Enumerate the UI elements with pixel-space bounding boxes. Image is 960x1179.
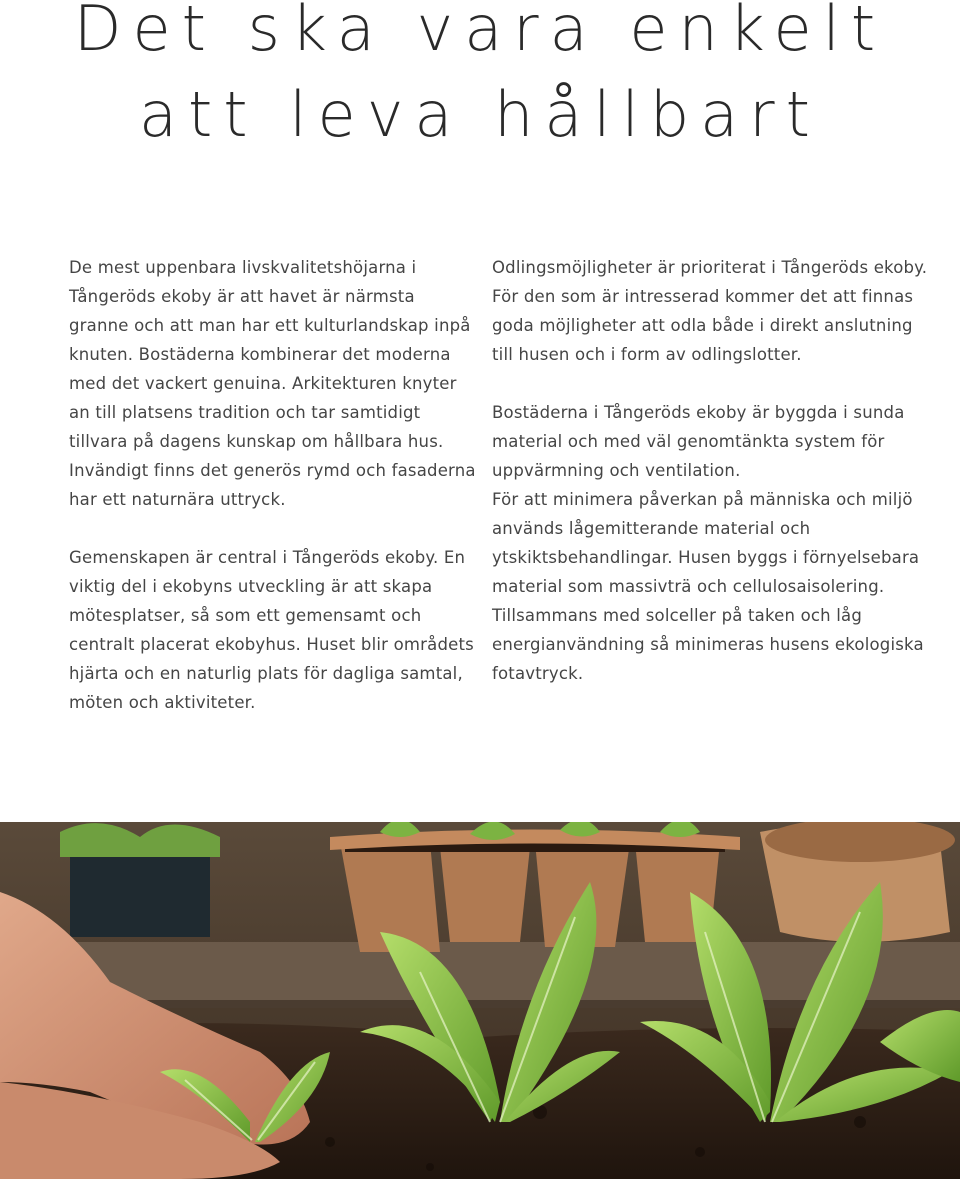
title-line-1: Det ska vara enkelt	[73, 0, 887, 65]
gardening-photo	[0, 822, 960, 1179]
right-paragraph-3: För att minimera påverkan på människa och miljö används lågemitterande material och ytskiktsbehandlingar. Husen byggs i förnyelsebara material som massivträ och cellulosaisolering. Tillsammans med solceller på taken och låg energianvändning så minimeras husens ekologiska fotavtryck.	[492, 490, 924, 683]
left-text-column	[69, 253, 479, 717]
title-line-2: att leva hållbart	[139, 78, 821, 151]
right-paragraph-1: Odlingsmöjligheter är prioriterat i Tångeröds ekoby. För den som är intresserad kommer det att finnas goda möjligheter att odla både i direkt anslutning till husen och i form av odlingslotter.	[492, 258, 928, 364]
left-paragraph-1: De mest uppenbara livskvalitetshöjarna i Tångeröds ekoby är att havet är närmsta granne och att man har ett kulturlandskap inpå knuten. Bostäderna kombinerar det moderna med det vackert genuina. Arkitekturen knyter an till platsens tradition och tar samtidigt tillvara på dagens kunskap om hållbara hus. Invändigt finns det generös rymd och fasaderna har ett naturnära uttryck.	[69, 258, 476, 509]
page-title	[0, 0, 960, 158]
right-paragraph-2: Bostäderna i Tångeröds ekoby är byggda i sunda material och med väl genomtänkta system för uppvärmning och ventilation.	[492, 403, 905, 480]
left-paragraph-2: Gemenskapen är central i Tångeröds ekoby. En viktig del i ekobyns utveckling är att skapa mötesplatser, så som ett gemensamt och centralt placerat ekobyhus. Huset blir områdets hjärta och en naturlig plats för dagliga samtal, möten och aktiviteter.	[69, 548, 474, 712]
right-text-column	[492, 253, 932, 688]
seedlings-illustration	[0, 822, 960, 1179]
